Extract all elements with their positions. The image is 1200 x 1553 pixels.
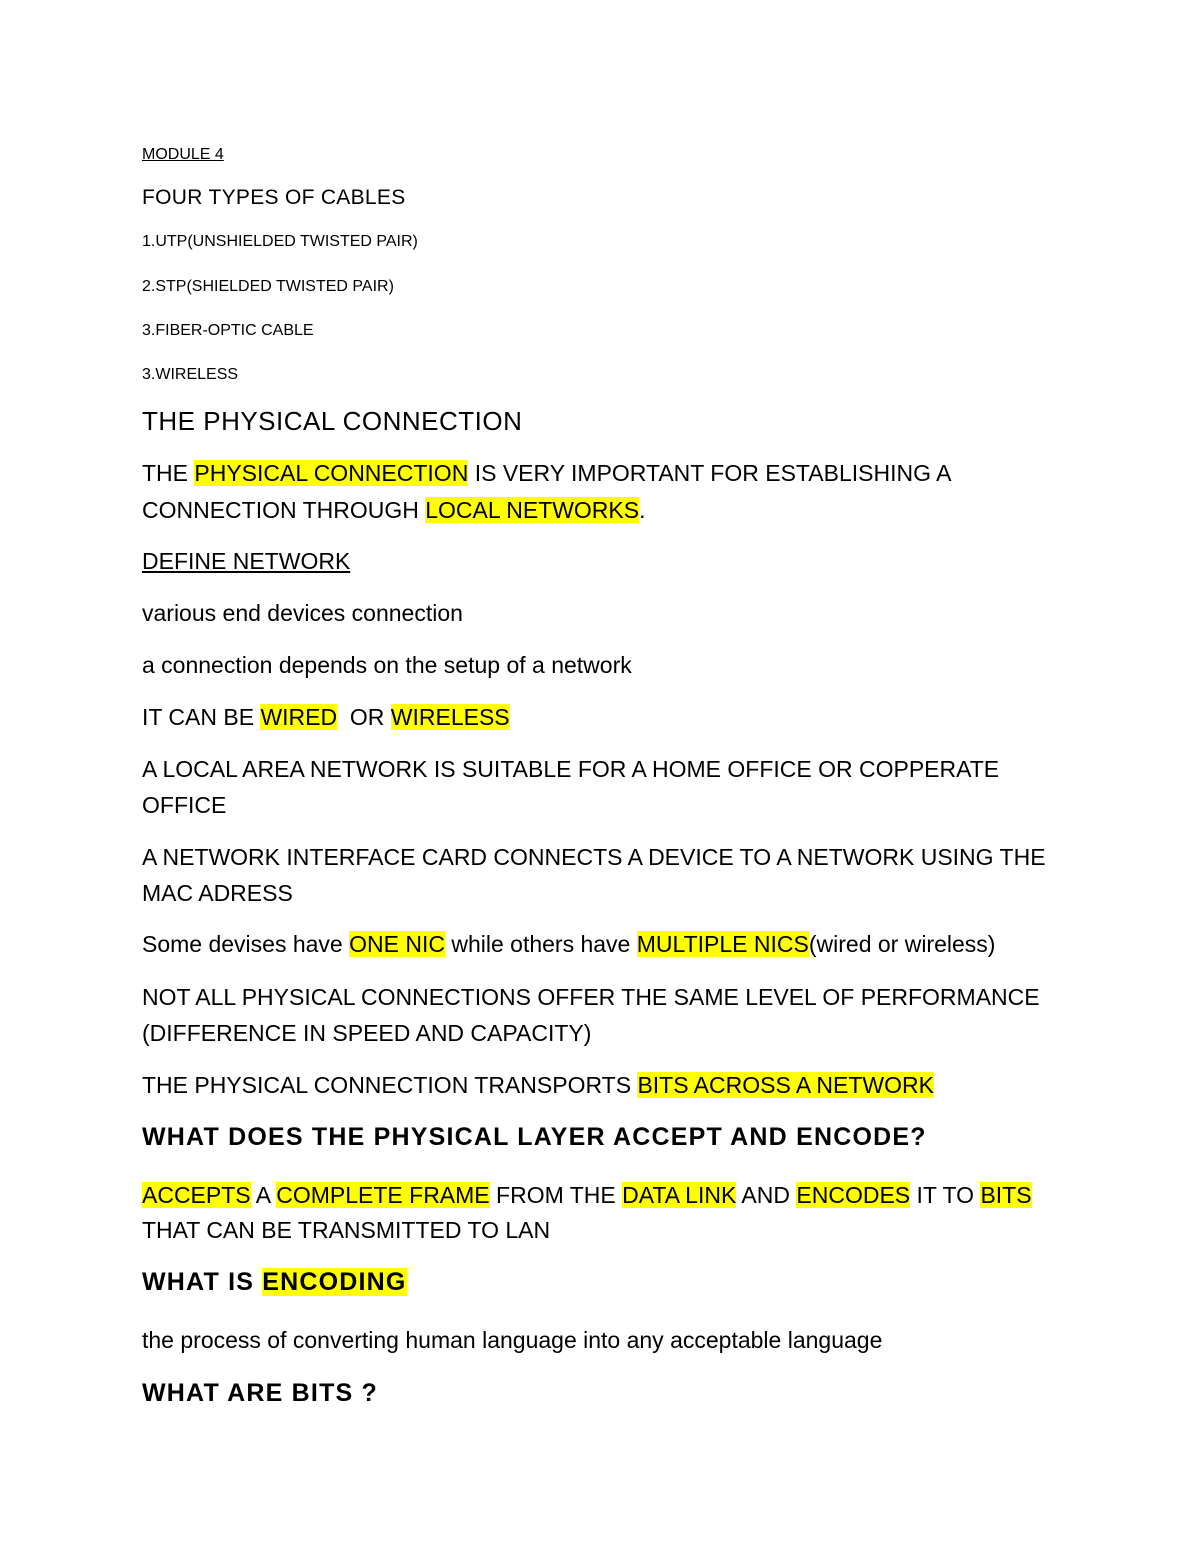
section-heading-bits: WHAT ARE BITS ? bbox=[142, 1379, 379, 1407]
accepts-line2: THAT CAN BE TRANSMITTED TO LAN bbox=[142, 1217, 551, 1243]
encoding-definition: the process of converting human language into any acceptable language bbox=[142, 1327, 883, 1353]
cable-item: 3.FIBER-OPTIC CABLE bbox=[142, 322, 314, 339]
text-run: while others have bbox=[444, 931, 637, 957]
text-run: WHAT IS bbox=[142, 1268, 263, 1296]
module-title: MODULE 4 bbox=[142, 146, 224, 163]
highlight-wireless: WIRELESS bbox=[390, 704, 510, 730]
text-run: Some devises have bbox=[142, 931, 350, 957]
devises-line bbox=[142, 931, 995, 958]
text-run: THE bbox=[142, 460, 195, 486]
highlight-multiple-nics: MULTIPLE NICS bbox=[636, 931, 809, 957]
highlight-accepts: ACCEPTS bbox=[142, 1182, 251, 1208]
text-run: (wired or wireless) bbox=[808, 931, 996, 957]
section-heading-physical-connection: THE PHYSICAL CONNECTION bbox=[142, 406, 523, 436]
highlight-data-link: DATA LINK bbox=[622, 1182, 737, 1208]
text-run: IT TO bbox=[910, 1182, 981, 1208]
cable-item: 1.UTP(UNSHIELDED TWISTED PAIR) bbox=[142, 233, 418, 250]
performance-line2: (DIFFERENCE IN SPEED AND CAPACITY) bbox=[142, 1020, 592, 1046]
section-heading-encoding bbox=[142, 1268, 407, 1297]
nic-paragraph-line1: A NETWORK INTERFACE CARD CONNECTS A DEVICE TO A NETWORK USING THE bbox=[142, 844, 1046, 870]
highlight-physical-connection: PHYSICAL CONNECTION bbox=[194, 460, 469, 486]
transports-line bbox=[142, 1072, 934, 1099]
lan-paragraph-line2: OFFICE bbox=[142, 792, 227, 818]
paragraph-physical-connection-line2 bbox=[142, 497, 646, 524]
text-run: . bbox=[639, 497, 646, 523]
text-run: IS VERY IMPORTANT FOR ESTABLISHING A bbox=[468, 460, 952, 486]
highlight-encoding: ENCODING bbox=[262, 1268, 407, 1296]
highlight-bits-across-network: BITS ACROSS A NETWORK bbox=[637, 1072, 934, 1098]
network-definition-line: a connection depends on the setup of a network bbox=[142, 652, 632, 678]
text-run: CONNECTION THROUGH bbox=[142, 497, 426, 523]
text-run: AND bbox=[736, 1182, 797, 1208]
performance-line1: NOT ALL PHYSICAL CONNECTIONS OFFER THE SAME LEVEL OF PERFORMANCE bbox=[142, 984, 1040, 1010]
cables-heading: FOUR TYPES OF CABLES bbox=[142, 186, 406, 209]
lan-paragraph-line1: A LOCAL AREA NETWORK IS SUITABLE FOR A HOME OFFICE OR COPPERATE bbox=[142, 756, 1000, 782]
cable-item: 2.STP(SHIELDED TWISTED PAIR) bbox=[142, 278, 394, 295]
highlight-bits: BITS bbox=[980, 1182, 1032, 1208]
highlight-wired: WIRED bbox=[260, 704, 338, 730]
text-run: THE PHYSICAL CONNECTION TRANSPORTS bbox=[142, 1072, 638, 1098]
highlight-one-nic: ONE NIC bbox=[349, 931, 445, 957]
highlight-local-networks: LOCAL NETWORKS bbox=[425, 497, 640, 523]
text-run: FROM THE bbox=[489, 1182, 623, 1208]
text-run: A bbox=[250, 1182, 277, 1208]
text-run: IT CAN BE bbox=[142, 704, 261, 730]
wired-or-wireless-line bbox=[142, 704, 510, 731]
accepts-line1 bbox=[142, 1182, 1032, 1209]
section-heading-accept-encode: WHAT DOES THE PHYSICAL LAYER ACCEPT AND ENCODE? bbox=[142, 1123, 927, 1151]
highlight-complete-frame: COMPLETE FRAME bbox=[276, 1182, 490, 1208]
paragraph-physical-connection-line1 bbox=[142, 460, 951, 487]
highlight-encodes: ENCODES bbox=[796, 1182, 911, 1208]
define-network-heading: DEFINE NETWORK bbox=[142, 548, 351, 574]
network-definition-line: various end devices connection bbox=[142, 600, 463, 626]
nic-paragraph-line2: MAC ADRESS bbox=[142, 880, 293, 906]
cable-item: 3.WIRELESS bbox=[142, 366, 239, 383]
text-run: OR bbox=[337, 704, 391, 730]
